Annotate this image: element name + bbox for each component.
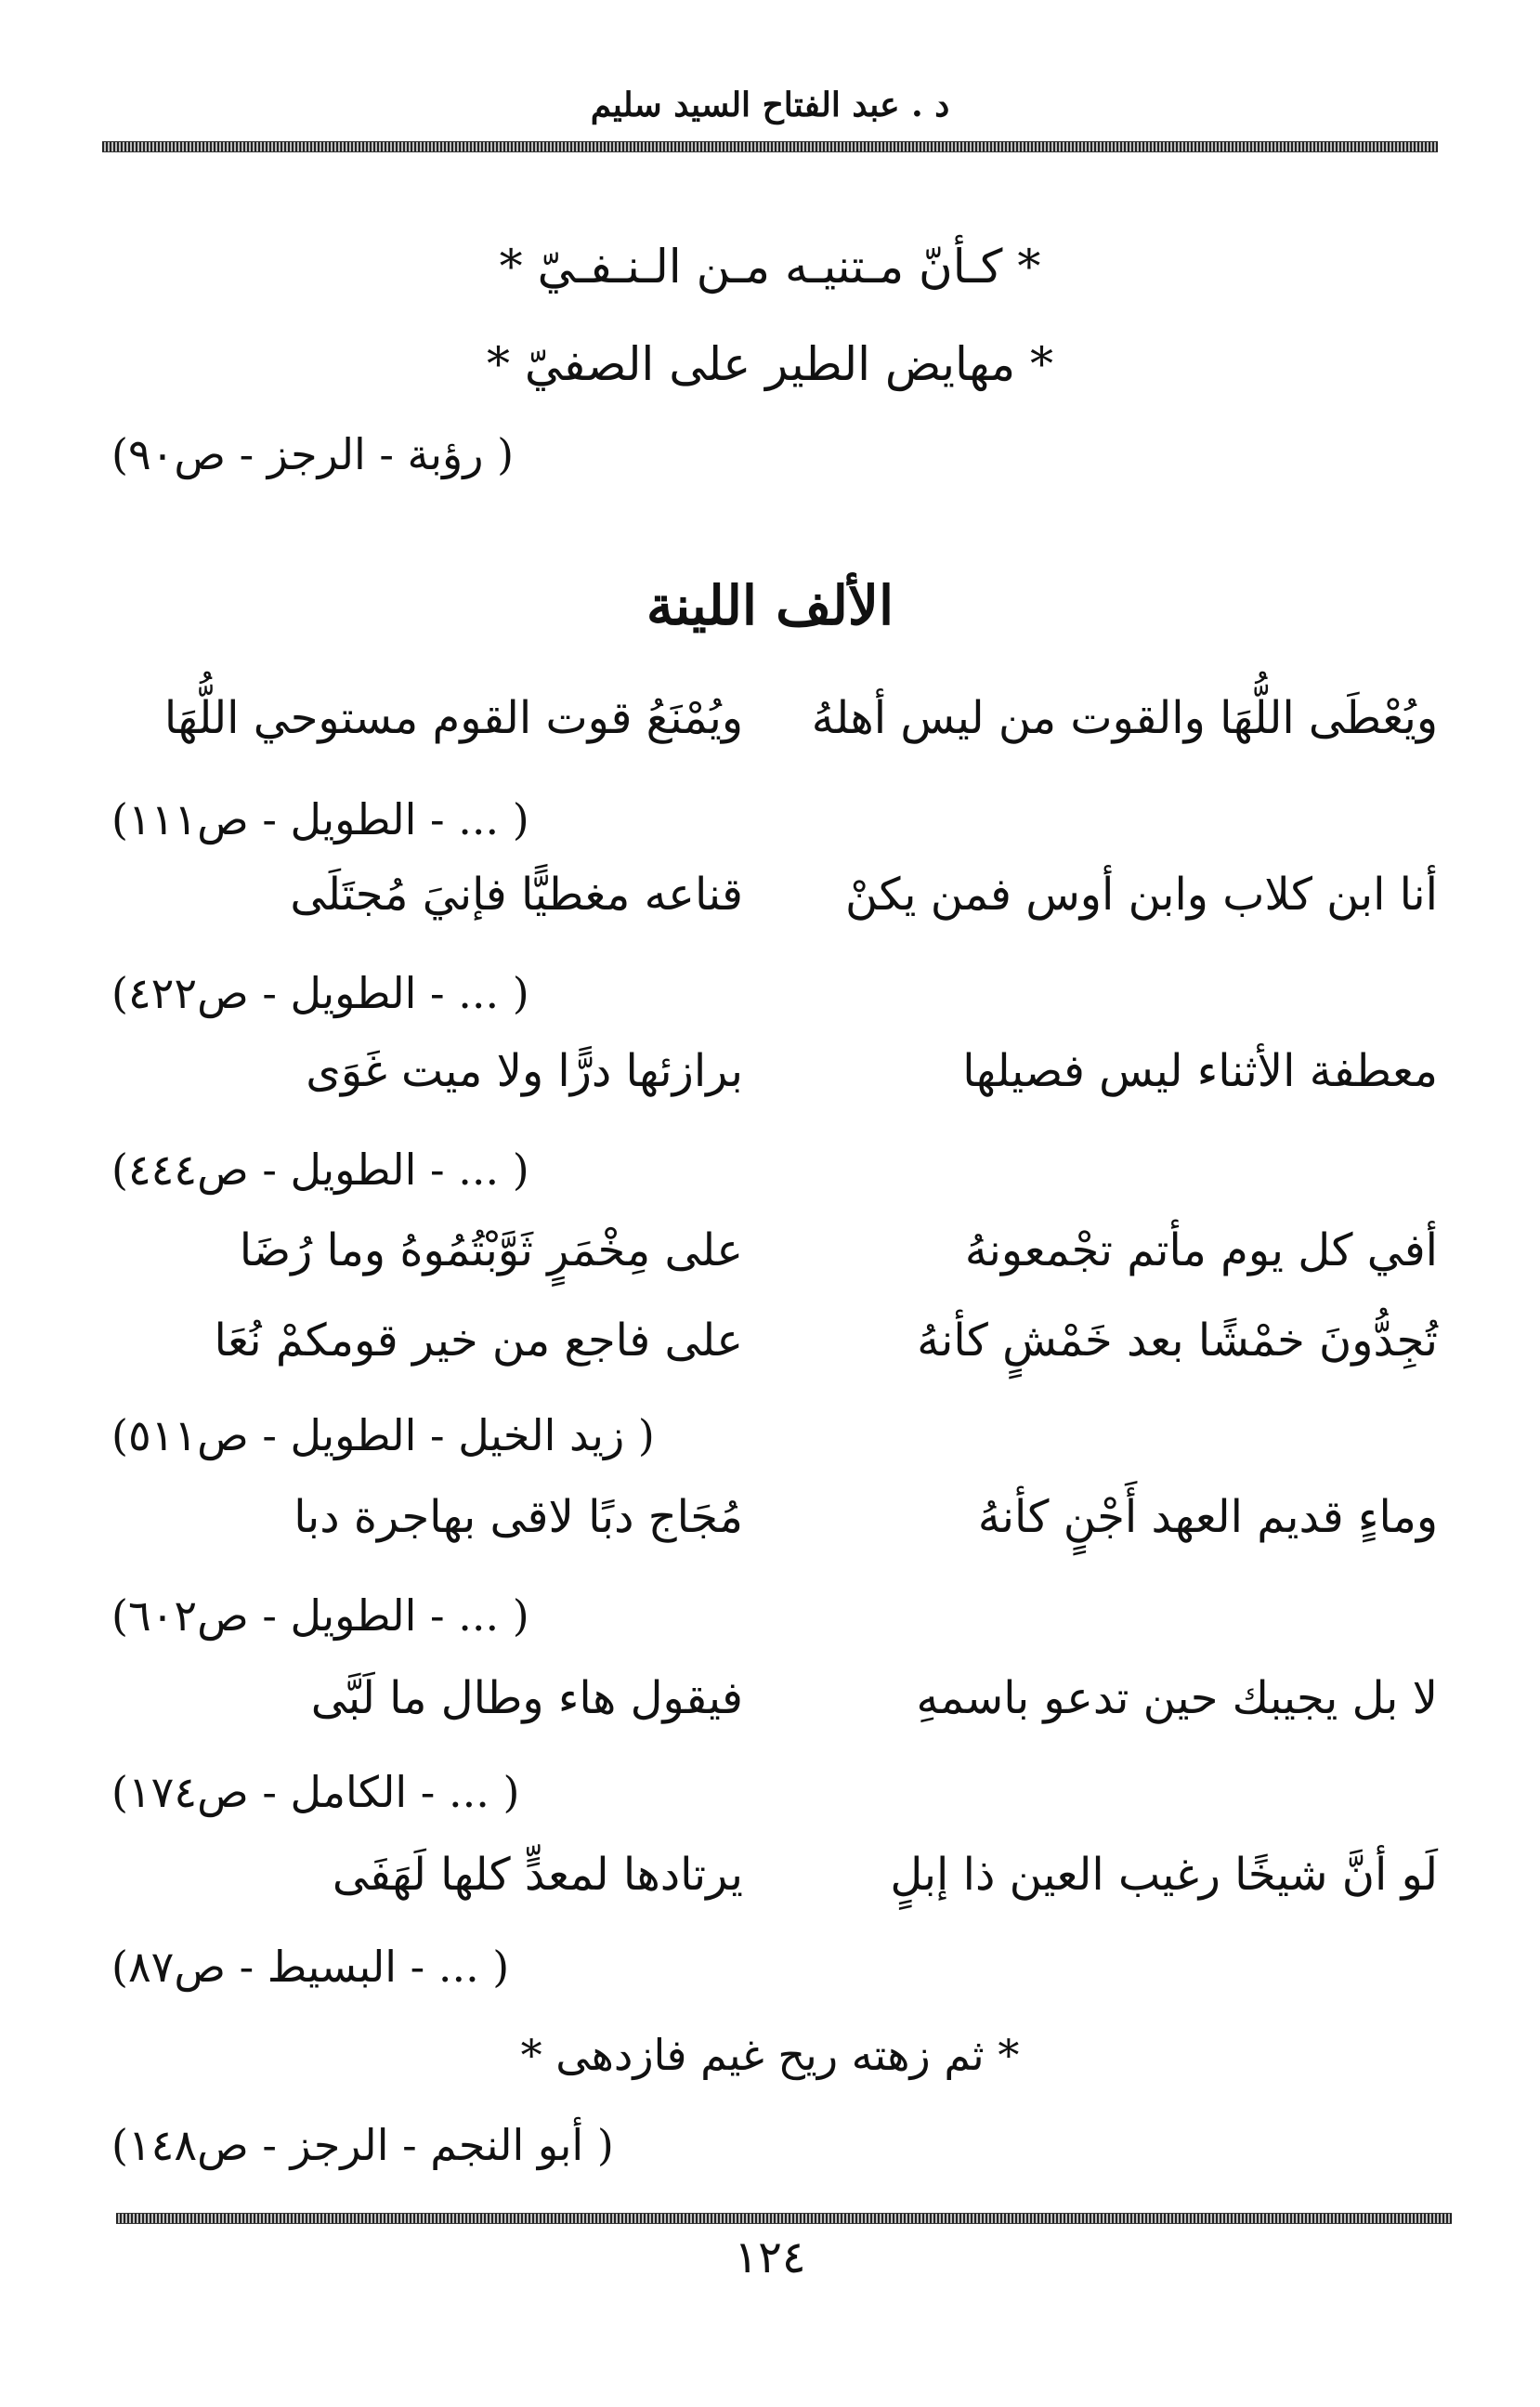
verse-source: ( ... - الطويل - ص٤٢٢) [111, 968, 529, 1018]
verse-second-hemistich: برازئها درًّا ولا ميت غَوَى [306, 1045, 743, 1097]
verse-first-hemistich: أنا ابن كلاب وابن أوس فمن يكنْ [845, 869, 1438, 921]
verse-second-hemistich: قناعه مغطيًّا فإنيَ مُجتَلَى [290, 869, 743, 921]
closing-verse: * ثم زهته ريح غيم فازدهى * [520, 2030, 1020, 2080]
verse-line [111, 1224, 1438, 1299]
header-rule [102, 141, 1438, 152]
opening-verse-line-2: * مهايض الطير على الصفيّ * [486, 337, 1054, 391]
verse-second-hemistich: على مِخْمَرٍ ثَوَّبْتُمُوهُ وما رُضَا [239, 1224, 743, 1276]
verse-second-hemistich: ويُمْنَعُ قوت القوم مستوحي اللُّهَا [163, 692, 743, 744]
verse-line [111, 1849, 1438, 1923]
verse-first-hemistich: أفي كل يوم مأتم تجْمعونهُ [964, 1224, 1438, 1276]
page-number: ١٢٤ [734, 2231, 806, 2283]
opening-verse-line-1: * كـأنّ مـتنيـه مـن الـنـفـيّ * [499, 240, 1041, 294]
verse-line [111, 692, 1438, 766]
closing-source: ( أبو النجم - الرجز - ص١٤٨) [111, 2120, 614, 2170]
verse-first-hemistich: لا بل يجيبك حين تدعو باسمهِ [916, 1672, 1438, 1724]
verse-second-hemistich: يرتادها لمعدٍّ كلها لَهَفَى [332, 1849, 743, 1901]
verse-first-hemistich: وماءٍ قديم العهد أَجْنٍ كأنهُ [977, 1491, 1438, 1543]
verse-first-hemistich: معطفة الأثناء ليس فصيلها [962, 1045, 1438, 1097]
verse-source: ( ... - الطويل - ص٤٤٤) [111, 1145, 529, 1195]
verse-second-hemistich: فيقول هاء وطال ما لَبَّى [310, 1672, 743, 1724]
verse-line [111, 869, 1438, 943]
verse-source: ( ... - البسيط - ص٨٧) [111, 1942, 510, 1992]
verse-source: ( ... - الطويل - ص٦٠٢) [111, 1590, 529, 1641]
verse-line [111, 1315, 1438, 1389]
section-heading: الألف اللينة [646, 574, 894, 637]
opening-source: ( رؤبة - الرجز - ص٩٠) [111, 429, 515, 479]
verse-source: ( زيد الخيل - الطويل - ص٥١١) [111, 1410, 655, 1460]
verse-first-hemistich: ويُعْطَى اللُّهَا والقوت من ليس أهلهُ [811, 692, 1438, 744]
verse-first-hemistich: لَو أنَّ شيخًا رغيب العين ذا إبلٍ [890, 1849, 1438, 1901]
verse-line [111, 1045, 1438, 1119]
verse-line [111, 1491, 1438, 1565]
running-header: د . عبد الفتاح السيد سليم [590, 85, 950, 124]
verse-second-hemistich: على فاجع من خير قومكمْ نُعَا [214, 1315, 743, 1367]
verse-source: ( ... - الطويل - ص١١١) [111, 794, 529, 844]
verse-second-hemistich: مُجَاج دبًا لاقى بهاجرة دبا [294, 1491, 743, 1543]
verse-source: ( ... - الكامل - ص١٧٤) [111, 1767, 520, 1817]
verse-first-hemistich: تُجِدُّونَ خمْشًا بعد خَمْشٍ كأنهُ [917, 1315, 1438, 1367]
footer-rule [116, 2213, 1452, 2224]
verse-line [111, 1672, 1438, 1746]
